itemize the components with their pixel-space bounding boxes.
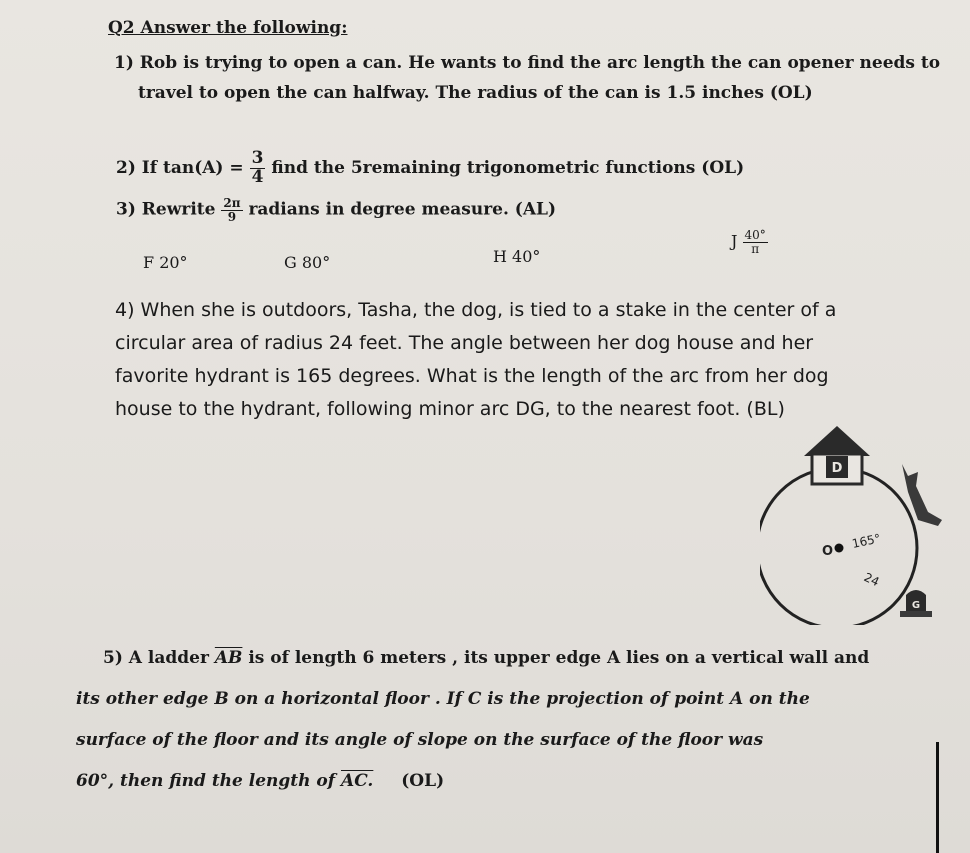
tan-numerator: 3: [251, 148, 264, 168]
center-label-o: O: [822, 544, 834, 559]
question-5-line-1-prefix: 5) A ladder: [103, 648, 209, 668]
question-4-line-2: circular area of radius 24 feet. The angle between her dog house and her: [115, 332, 814, 354]
question-5-line-1-suffix: is of length 6 meters , its upper edge A lies on a vertical wall and: [248, 648, 870, 668]
hydrant-label-g: G: [911, 600, 921, 611]
question-2-prefix: 2) If tan(A) =: [116, 157, 244, 178]
question-5-line-1: [76, 638, 869, 679]
radian-fraction: [221, 197, 242, 223]
option-g: G 80°: [284, 253, 331, 272]
section-title: Q2 Answer the following:: [108, 18, 348, 38]
option-f: F 20°: [143, 253, 188, 272]
radius-label: 24: [861, 570, 882, 590]
question-5-line-3: surface of the floor and its angle of slope on the surface of the floor was: [76, 730, 764, 750]
doghouse-roof: [804, 426, 870, 456]
radian-numerator: 2π: [223, 196, 241, 210]
dog-icon: [902, 464, 942, 526]
question-5-line-4-prefix: 60°, then find the length of: [76, 771, 336, 791]
radian-denominator: 9: [227, 209, 237, 224]
question-2: [116, 150, 744, 187]
hydrant-base: [900, 611, 932, 617]
dog-circle-diagram: [760, 420, 960, 625]
segment-ab: $\overline{AB}$: [214, 648, 243, 668]
question-1-line-1: 1) Rob is trying to open a can. He wants to find the arc length the can opener needs to: [114, 53, 941, 73]
question-1: [114, 48, 940, 108]
question-5-line-2: its other edge B on a horizontal floor . If C is the projection of point A on the: [76, 689, 810, 709]
question-3: [116, 197, 556, 223]
option-j-denominator: π: [751, 241, 760, 256]
option-j-fraction: [743, 229, 768, 255]
center-point: [835, 544, 844, 553]
angle-label: 165°: [850, 531, 882, 551]
page-edge-line: [936, 742, 939, 853]
segment-ac: AC.: [341, 771, 374, 791]
question-5-line-4-suffix: (OL): [401, 771, 445, 791]
option-j-label: J: [731, 231, 738, 251]
tan-fraction: [250, 150, 266, 187]
option-h: H 40°: [493, 247, 541, 266]
question-3-suffix: radians in degree measure. (AL): [248, 199, 557, 220]
question-3-prefix: 3) Rewrite: [116, 199, 216, 220]
option-j-numerator: 40°: [744, 228, 766, 242]
question-4-line-4: house to the hydrant, following minor arc DG, to the nearest foot. (BL): [115, 398, 785, 420]
question-4-line-3: favorite hydrant is 165 degrees. What is the length of the arc from her dog: [115, 365, 829, 387]
question-1-line-2: travel to open the can halfway. The radius of the can is 1.5 inches (OL): [138, 83, 813, 103]
question-4: [115, 294, 836, 426]
house-label-d: D: [831, 461, 843, 476]
question-2-suffix: find the 5remaining trigonometric functions (OL): [271, 157, 745, 178]
question-5: [76, 638, 869, 802]
question-5-line-4: [76, 761, 869, 802]
question-4-line-1: 4) When she is outdoors, Tasha, the dog, is tied to a stake in the center of a: [115, 299, 837, 321]
tan-denominator: 4: [251, 166, 264, 187]
option-j: [731, 229, 768, 255]
